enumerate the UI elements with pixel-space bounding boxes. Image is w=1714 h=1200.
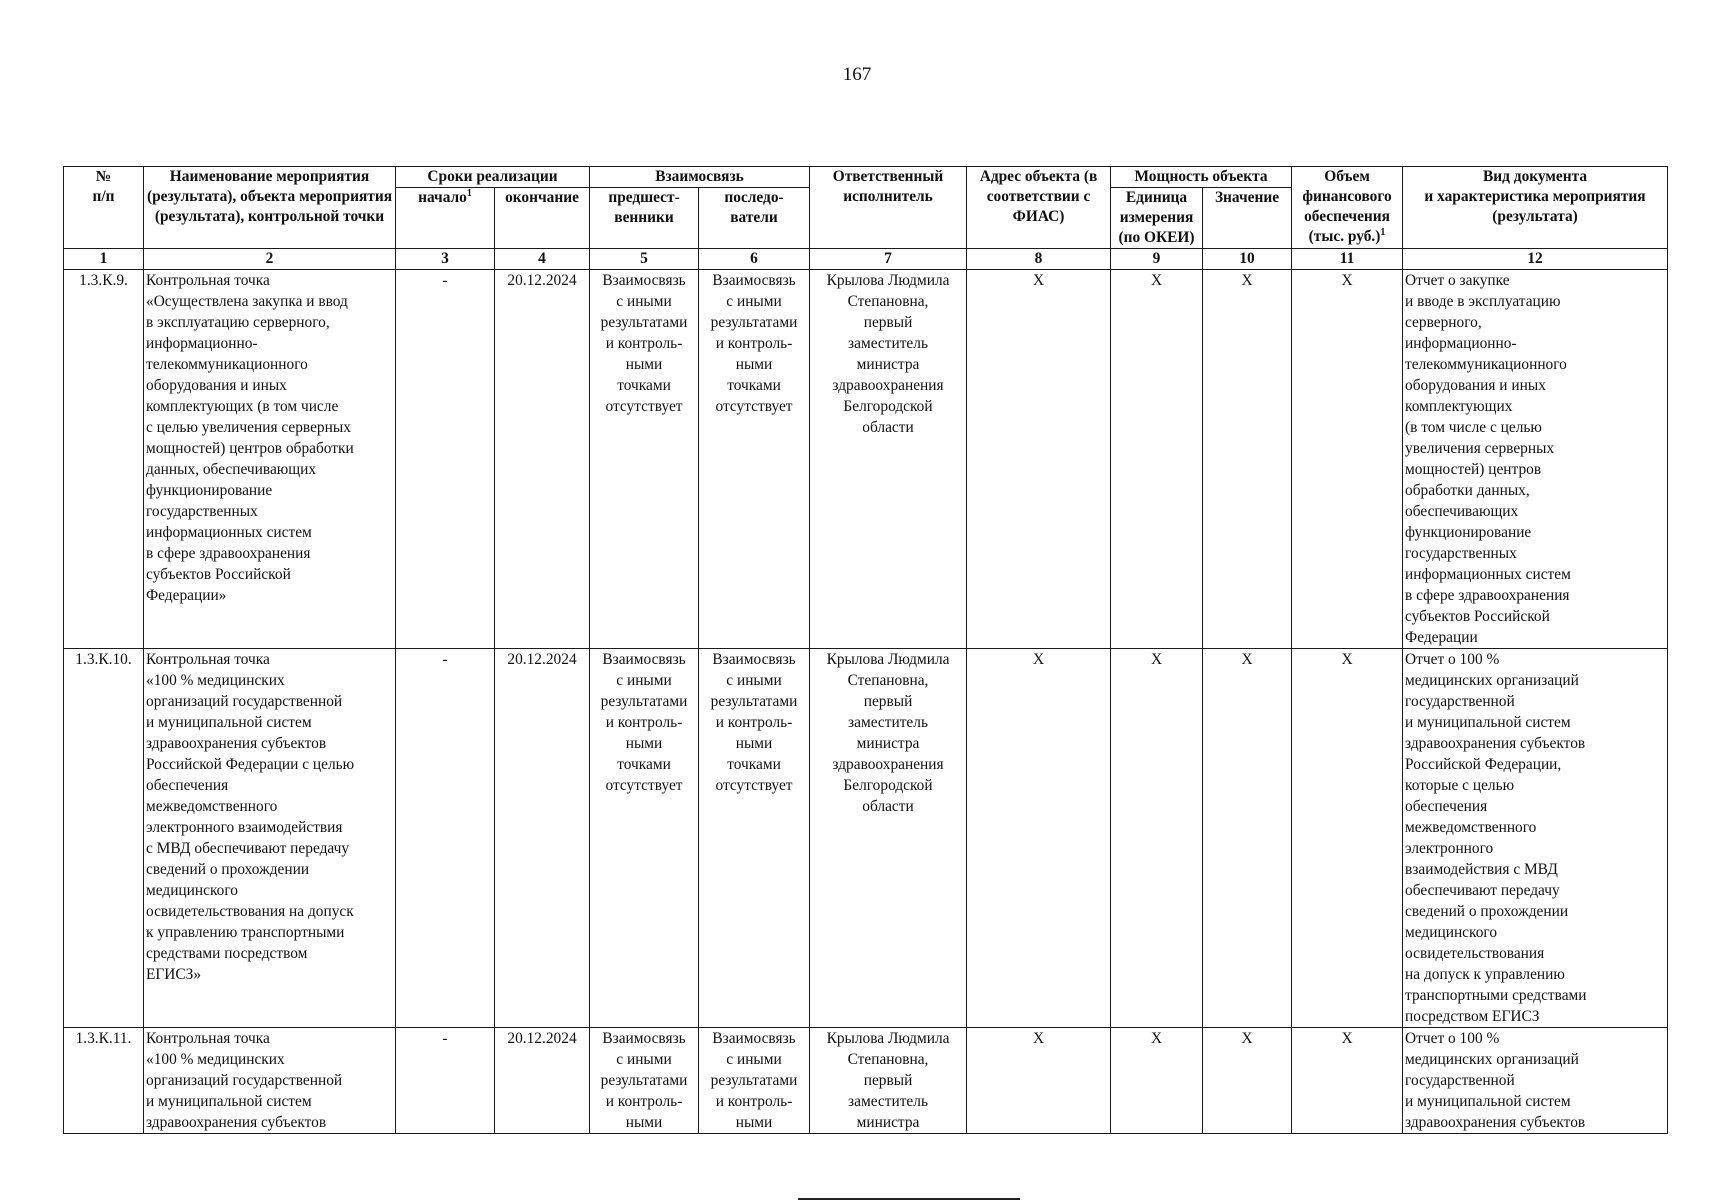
row-start: - <box>396 1028 495 1134</box>
header-terms-end: окончание <box>495 188 590 249</box>
row-start: - <box>396 270 495 649</box>
row-value: X <box>1203 270 1292 649</box>
row-end: 20.12.2024 <box>495 270 590 649</box>
row-finance: X <box>1292 649 1403 1028</box>
header-capacity-value: Значение <box>1203 188 1292 249</box>
row-address: X <box>967 649 1111 1028</box>
table-body <box>64 270 1668 1134</box>
col-number: 8 <box>967 249 1111 270</box>
row-name: Контрольная точка «100 % медицинских организаций государственной и муниципальной систем здравоохранения субъектов Российской Федерации с целью обеспечения межведомственного электронного взаимодействия с МВД обеспечивают передачу сведений о прохождении медицинского освидетельствования на допуск к управлению транспортными средствами посредством ЕГИСЗ» <box>144 649 396 1028</box>
row-responsible: Крылова Людмила Степановна, первый заместитель министра здравоохранения Белгородской области <box>810 270 967 649</box>
header-terms-group: Сроки реализации <box>396 167 590 188</box>
row-predecessors: Взаимосвязь с иными результатами и контроль- ными точками отсутствует <box>590 270 699 649</box>
row-name: Контрольная точка «100 % медицинских организаций государственной и муниципальной систем здравоохранения субъектов <box>144 1028 396 1134</box>
header-address: Адрес объекта (в соответствии с ФИАС) <box>967 167 1111 249</box>
col-number: 4 <box>495 249 590 270</box>
column-number-row <box>64 249 1668 270</box>
col-number: 10 <box>1203 249 1292 270</box>
row-finance: X <box>1292 270 1403 649</box>
row-finance: X <box>1292 1028 1403 1134</box>
row-responsible: Крылова Людмила Степановна, первый заместитель министра здравоохранения Белгородской области <box>810 649 967 1028</box>
col-number: 2 <box>144 249 396 270</box>
row-value: X <box>1203 1028 1292 1134</box>
table-header <box>64 167 1668 270</box>
row-doc-type: Отчет о закупке и вводе в эксплуатацию серверного, информационно- телекоммуникационного оборудования и иных комплектующих (в том числе с целью увеличения серверных мощностей) центров обработки данных, обеспечивающих функционирование государственных информационных систем в сфере здравоохранения субъектов Российской Федерации <box>1403 270 1668 649</box>
col-number: 9 <box>1111 249 1203 270</box>
col-number: 1 <box>64 249 144 270</box>
row-predecessors: Взаимосвязь с иными результатами и контроль- ными <box>590 1028 699 1134</box>
row-unit: X <box>1111 1028 1203 1134</box>
header-finance <box>1292 167 1403 249</box>
col-number: 12 <box>1403 249 1668 270</box>
row-address: X <box>967 270 1111 649</box>
row-unit: X <box>1111 270 1203 649</box>
col-number: 3 <box>396 249 495 270</box>
row-unit: X <box>1111 649 1203 1028</box>
header-responsible: Ответственный исполнитель <box>810 167 967 249</box>
header-name: Наименование мероприятия (результата), объекта мероприятия (результата), контрольной точки <box>144 167 396 249</box>
col-number: 5 <box>590 249 699 270</box>
table-row <box>64 1028 1668 1134</box>
header-capacity-group: Мощность объекта <box>1111 167 1292 188</box>
row-doc-type: Отчет о 100 % медицинских организаций государственной и муниципальной систем здравоохранения субъектов <box>1403 1028 1668 1134</box>
row-address: X <box>967 1028 1111 1134</box>
header-doc-type: Вид документа и характеристика мероприятия (результата) <box>1403 167 1668 249</box>
plan-table <box>63 166 1668 1134</box>
row-predecessors: Взаимосвязь с иными результатами и контроль- ными точками отсутствует <box>590 649 699 1028</box>
page-number: 167 <box>842 64 872 85</box>
header-link-pred: предшест- венники <box>590 188 699 249</box>
table-row <box>64 270 1668 649</box>
header-link-succ: последо- ватели <box>699 188 810 249</box>
row-end: 20.12.2024 <box>495 1028 590 1134</box>
row-id: 1.3.К.11. <box>64 1028 144 1134</box>
header-terms-start <box>396 188 495 249</box>
row-doc-type: Отчет о 100 % медицинских организаций государственной и муниципальной систем здравоохранения субъектов Российской Федерации, которые с целью обеспечения межведомственного электронного взаимодействия с МВД обеспечивают передачу сведений о прохождении медицинского освидетельствования на допуск к управлению транспортными средствами посредством ЕГИСЗ <box>1403 649 1668 1028</box>
col-number: 7 <box>810 249 967 270</box>
row-successors: Взаимосвязь с иными результатами и контроль- ными точками отсутствует <box>699 649 810 1028</box>
header-num: № п/п <box>64 167 144 249</box>
col-number: 11 <box>1292 249 1403 270</box>
row-successors: Взаимосвязь с иными результатами и контроль- ными <box>699 1028 810 1134</box>
row-value: X <box>1203 649 1292 1028</box>
header-finance-label: Объем финансового обеспечения (тыс. руб.) <box>1302 168 1392 245</box>
header-terms-start-label: начало <box>418 189 467 206</box>
col-number: 6 <box>699 249 810 270</box>
row-id: 1.3.К.9. <box>64 270 144 649</box>
row-id: 1.3.К.10. <box>64 649 144 1028</box>
row-end: 20.12.2024 <box>495 649 590 1028</box>
row-responsible: Крылова Людмила Степановна, первый заместитель министра <box>810 1028 967 1134</box>
row-successors: Взаимосвязь с иными результатами и контроль- ными точками отсутствует <box>699 270 810 649</box>
header-capacity-unit: Единица измерения (по ОКЕИ) <box>1111 188 1203 249</box>
table-row <box>64 649 1668 1028</box>
header-terms-start-footnote: 1 <box>466 187 472 199</box>
row-name: Контрольная точка «Осуществлена закупка и ввод в эксплуатацию серверного, информационно- телекоммуникационного оборудования и иных комплектующих (в том числе с целью увеличения серверных мощностей) центров обработки данных, обеспечивающих функционирование государственных информационных систем в сфере здравоохранения субъектов Российской Федерации» <box>144 270 396 649</box>
header-finance-footnote: 1 <box>1380 226 1386 238</box>
header-link-group: Взаимосвязь <box>590 167 810 188</box>
row-start: - <box>396 649 495 1028</box>
